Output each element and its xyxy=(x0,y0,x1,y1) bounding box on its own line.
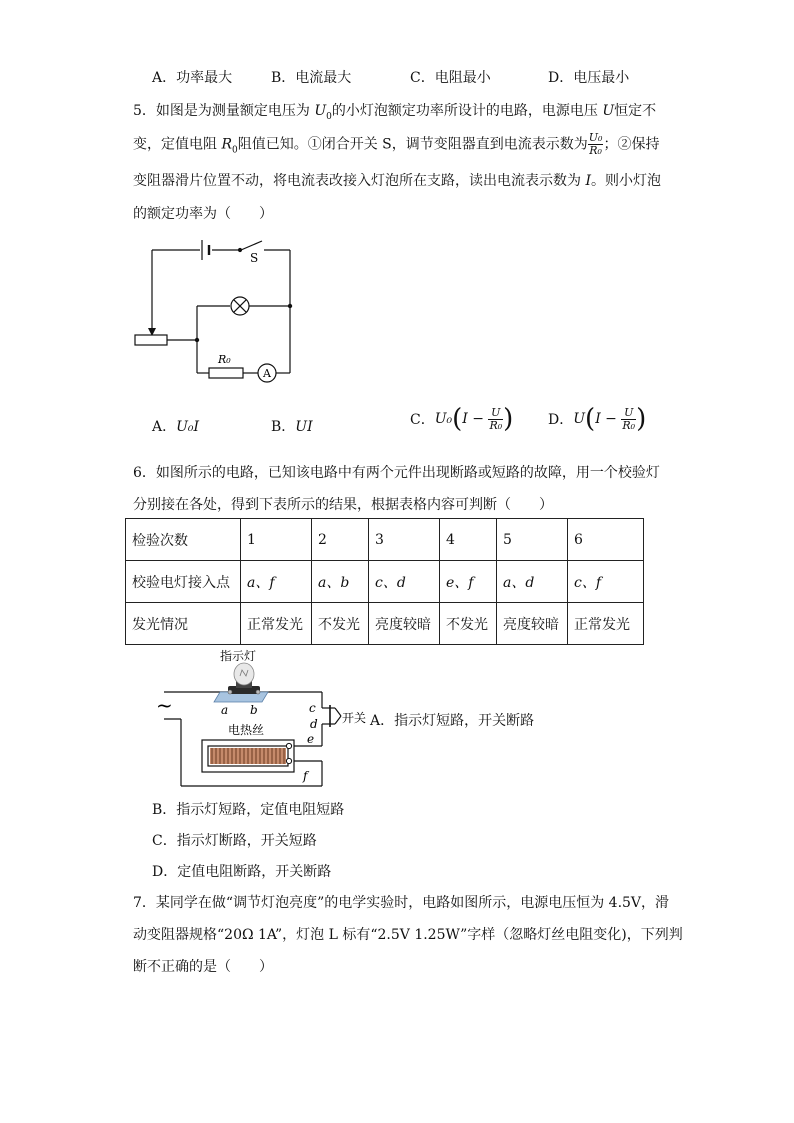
table-cell: 校验电灯接入点 xyxy=(126,561,241,603)
lamp-label: 指示灯 xyxy=(220,649,257,663)
q6-line-2: 分别接在各处，得到下表所示的结果，根据表格内容可判断（ ） xyxy=(133,497,553,513)
table-cell: a、b xyxy=(312,561,369,603)
table-cell: 亮度较暗 xyxy=(369,603,440,645)
indicator-lamp xyxy=(214,663,268,702)
q6-line-1: 6．如图所示的电路，已知该电路中有两个元件出现断路或短路的故障，用一个校验灯 xyxy=(133,465,660,481)
point-e: e xyxy=(307,732,315,746)
q5-switch-label: S xyxy=(250,251,259,265)
table-cell: 发光情况 xyxy=(126,603,241,645)
table-cell: 检验次数 xyxy=(126,519,241,561)
table-cell: 2 xyxy=(312,519,369,561)
q5-option-c: C．U₀(I − $\frac{U}{\text{R₀}}$ ) xyxy=(410,404,514,434)
table-cell: 不发光 xyxy=(440,603,497,645)
switch-label: 开关 xyxy=(342,711,367,725)
q6-option-d: D．定值电阻断路，开关断路 xyxy=(152,864,332,880)
table-cell: e、f xyxy=(440,561,497,603)
q6-option-c: C．指示灯断路，开关短路 xyxy=(152,833,317,849)
q6-option-b: B．指示灯短路，定值电阻短路 xyxy=(152,802,345,818)
q7-line-1: 7．某同学在做“调节灯泡亮度”的电学实验时，电路如图所示，电源电压恒为 4.5V，滑 xyxy=(133,895,670,911)
q6-option-a: A．指示灯短路，开关断路 xyxy=(370,713,535,729)
table-cell: 3 xyxy=(369,519,440,561)
q7-line-3: 断不正确的是（ ） xyxy=(133,959,273,975)
table-cell: 正常发光 xyxy=(568,603,644,645)
q5-line-2: 变，定值电阻 $R_0$阻值已知。①闭合开关 S，调节变阻器直到电流表示数为 $\frac{\text{U₀}}{\text{R₀}}$ ；②保持 xyxy=(133,131,660,157)
point-b: b xyxy=(250,703,258,717)
q5-line-3: 变阻器滑片位置不动，将电流表改接入灯泡所在支路，读出电流表示数为 I。则小灯泡 xyxy=(133,173,661,189)
q5-line-4: 的额定功率为（ ） xyxy=(133,206,273,222)
table-cell: c、f xyxy=(568,561,644,603)
q4-option-d: D．电压最小 xyxy=(548,70,630,86)
table-cell: a、f xyxy=(241,561,312,603)
q4-option-c: C．电阻最小 xyxy=(410,70,491,86)
q5-line-1: 5．如图是为测量额定电压为 $U_0$的小灯泡额定功率所设计的电路，电源电压 U恒定不 xyxy=(133,103,657,122)
point-c: c xyxy=(309,701,316,715)
q4-option-a: A．功率最大 xyxy=(152,70,233,86)
q5-fraction: $\frac{\text{U₀}}{\text{R₀}}$ xyxy=(588,131,603,157)
heater-label: 电热丝 xyxy=(228,723,265,737)
point-f: f xyxy=(303,769,308,783)
q5-resistor-label: R₀ xyxy=(218,353,231,366)
table-cell: 4 xyxy=(440,519,497,561)
ac-source-symbol: ~ xyxy=(156,693,173,717)
point-a: a xyxy=(221,703,229,717)
table-cell: 1 xyxy=(241,519,312,561)
q5-ammeter-label: A xyxy=(263,367,271,380)
table-cell: a、d xyxy=(497,561,568,603)
q7-line-2: 动变阻器规格“20Ω 1A”，灯泡 L 标有“2.5V 1.25W”字样（忽略灯丝电阻变化)，下列判 xyxy=(133,927,683,943)
q5-option-a: A．U₀I xyxy=(152,419,200,435)
q5-option-b: B．UI xyxy=(271,419,313,435)
table-cell: 不发光 xyxy=(312,603,369,645)
table-cell: 亮度较暗 xyxy=(497,603,568,645)
q4-option-b: B．电流最大 xyxy=(271,70,352,86)
table-cell: 6 xyxy=(568,519,644,561)
q5-option-d: D．U(I − $\frac{U}{\text{R₀}}$ ) xyxy=(548,404,647,434)
table-cell: c、d xyxy=(369,561,440,603)
point-d: d xyxy=(310,717,318,731)
heater-coil xyxy=(210,748,286,764)
table-cell: 5 xyxy=(497,519,568,561)
table-cell: 正常发光 xyxy=(241,603,312,645)
